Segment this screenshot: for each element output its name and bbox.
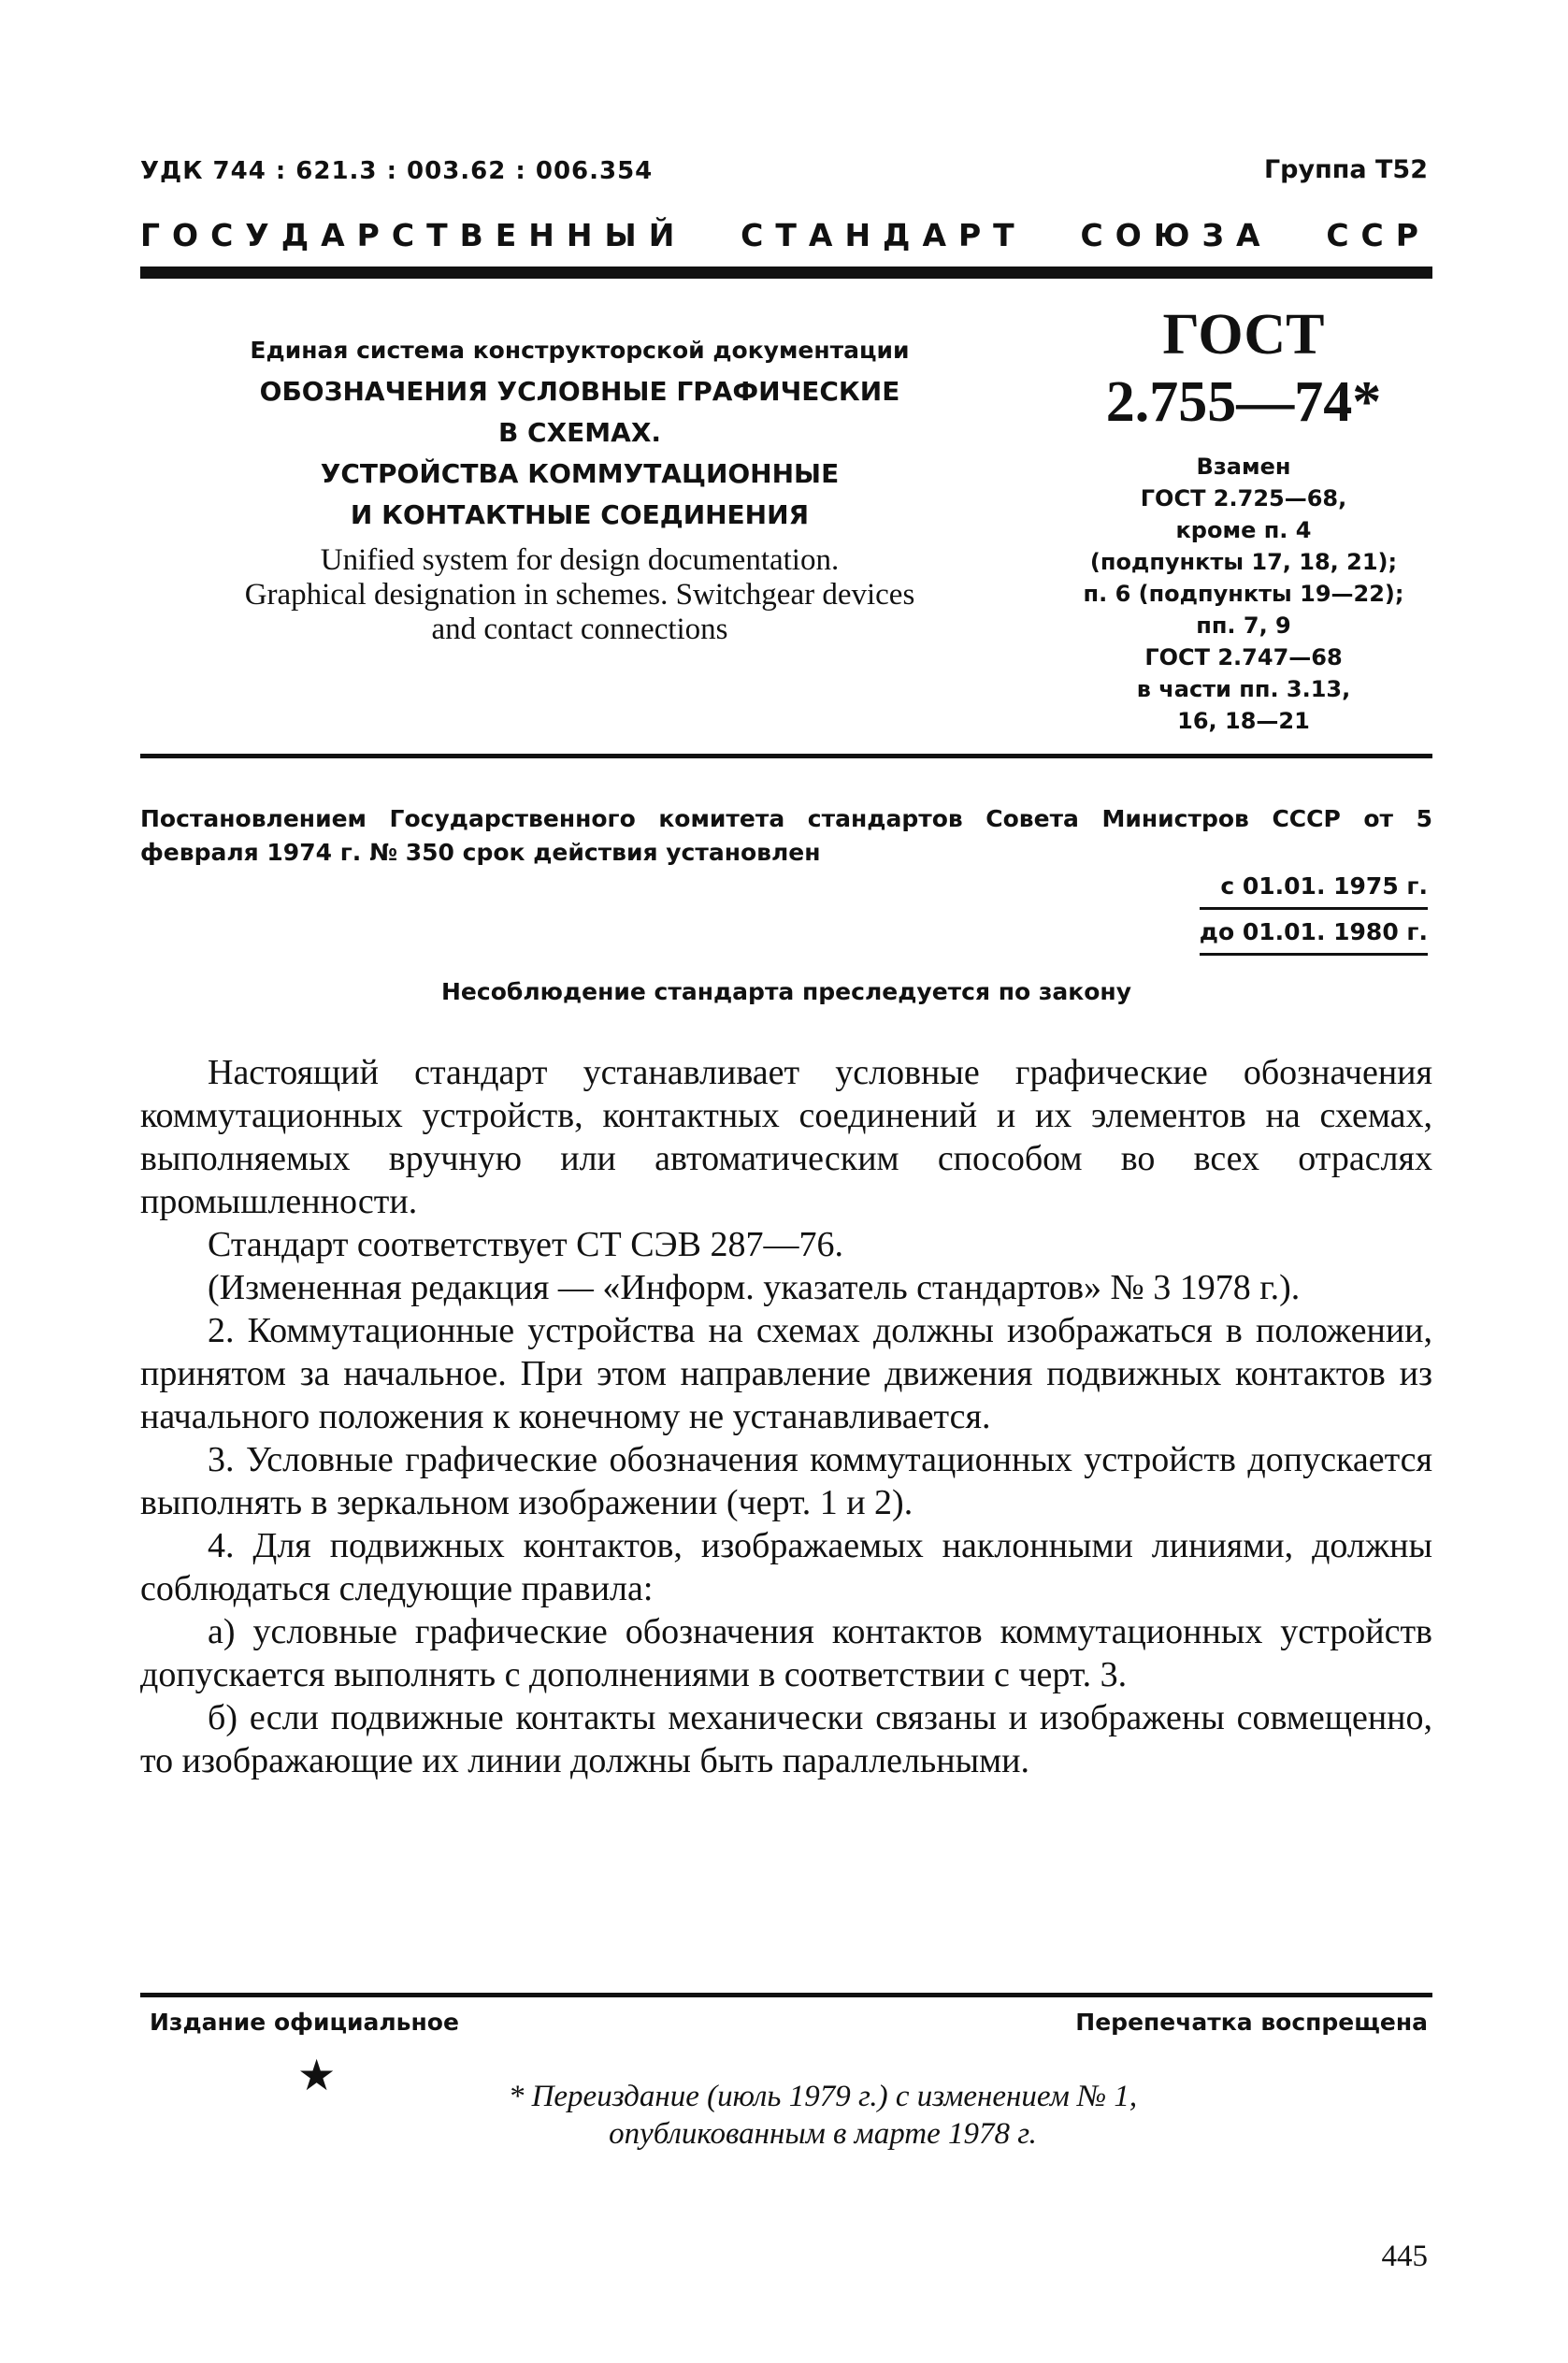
decree-text: Постановлением Государственного комитета стандартов Совета Министров СССР от 5 февраля 1974 г. № 350 срок действия установлен (140, 805, 1432, 866)
state-word-1: ГОСУДАРСТВЕННЫЙ (140, 217, 687, 253)
replaces-line: пп. 7, 9 (1196, 612, 1291, 639)
paragraph: (Измененная редакция — «Информ. указатель стандартов» № 3 1978 г.). (208, 1268, 1301, 1307)
reissue-footnote (411, 2078, 1234, 2153)
law-notice: Несоблюдение стандарта преследуется по закону (441, 978, 1131, 1005)
state-standard-heading (140, 217, 1431, 253)
paragraph: Стандарт соответствует СТ СЭВ 287—76. (208, 1225, 843, 1264)
replaces-line: ГОСТ 2.747—68 (1144, 644, 1343, 670)
state-word-3: СОЮЗА (1080, 217, 1273, 253)
replaces-line: 16, 18—21 (1177, 708, 1310, 734)
official-edition: Издание официальное (150, 2009, 459, 2036)
replaces-line: в части пп. 3.13, (1136, 676, 1351, 702)
gost-number: 2.755—74* (1105, 370, 1382, 434)
russian-title-line: В СХЕМАХ. (497, 417, 662, 448)
footer-rule (140, 1993, 1432, 1997)
title-block-left (140, 337, 1019, 647)
state-word-4: ССР (1326, 217, 1431, 253)
paragraph: 2. Коммутационные устройства на схемах должны изображаться в положении, принятом за начальное. При этом направление движения подвижных контактов из начального положения к конечному не устанавливается. (140, 1311, 1432, 1436)
gost-label: ГОСТ (1162, 303, 1325, 367)
paragraph: 4. Для подвижных контактов, изображаемых наклонными линиями, должны соблюдаться следующие правила: (140, 1526, 1432, 1608)
state-word-2: СТАНДАРТ (741, 217, 1027, 253)
replaces-line: (подпункты 17, 18, 21); (1089, 549, 1398, 575)
paragraph: а) условные графические обозначения контактов коммутационных устройств допускается выполнять с дополнениями в соответствии с черт. 3. (140, 1612, 1432, 1694)
english-title-line: Graphical designation in schemes. Switchgear devices (244, 578, 915, 612)
star-icon: ★ (297, 2052, 337, 2099)
english-title-line: and contact connections (431, 612, 728, 646)
russian-title (140, 371, 1019, 536)
standard-body (140, 1051, 1432, 1782)
paragraph: б) если подвижные контакты механически связаны и изображены совмещенно, то изображающие их линии должны быть параллельными. (140, 1698, 1432, 1780)
paragraph: Настоящий стандарт устанавливает условные графические обозначения коммутационных устройств, контактных соединений и их элементов на схемах, выполняемых вручную или автоматическим способом во всех отраслях промышленности. (140, 1053, 1432, 1221)
english-title-line: Unified system for design documentation. (320, 543, 840, 577)
replaces-block (1057, 451, 1431, 737)
replaces-line: Взамен (1196, 454, 1291, 480)
english-title (140, 543, 1019, 647)
replaces-line: кроме п. 4 (1175, 517, 1312, 543)
footnote-line: опубликованным в марте 1978 г. (609, 2117, 1037, 2151)
date-from: с 01.01. 1975 г. (1200, 868, 1428, 910)
udk-code: УДК 744 : 621.3 : 003.62 : 006.354 (140, 157, 654, 185)
paragraph: 3. Условные графические обозначения коммутационных устройств допускается выполнять в зеркальном изображении (черт. 1 и 2). (140, 1440, 1432, 1522)
esk-title: Единая система конструкторской документации (250, 337, 910, 364)
header-rule (140, 267, 1432, 279)
title-block-rule (140, 754, 1432, 758)
russian-title-line: ОБОЗНАЧЕНИЯ УСЛОВНЫЕ ГРАФИЧЕСКИЕ (259, 376, 900, 407)
russian-title-line: УСТРОЙСТВА КОММУТАЦИОННЫЕ (320, 458, 840, 489)
footnote-line: * Переиздание (июль 1979 г.) с изменением № 1, (508, 2080, 1138, 2113)
replaces-line: п. 6 (подпункты 19—22); (1083, 581, 1404, 607)
group-code: Группа Т52 (1263, 155, 1428, 184)
russian-title-line: И КОНТАКТНЫЕ СОЕДИНЕНИЯ (350, 499, 810, 530)
validity-dates (1200, 868, 1428, 959)
title-block-right (1057, 301, 1431, 737)
page-number: 445 (1381, 2240, 1428, 2273)
date-to: до 01.01. 1980 г. (1200, 914, 1428, 956)
reprint-prohibited: Перепечатка воспрещена (1075, 2009, 1428, 2036)
replaces-line: ГОСТ 2.725—68, (1140, 485, 1347, 512)
